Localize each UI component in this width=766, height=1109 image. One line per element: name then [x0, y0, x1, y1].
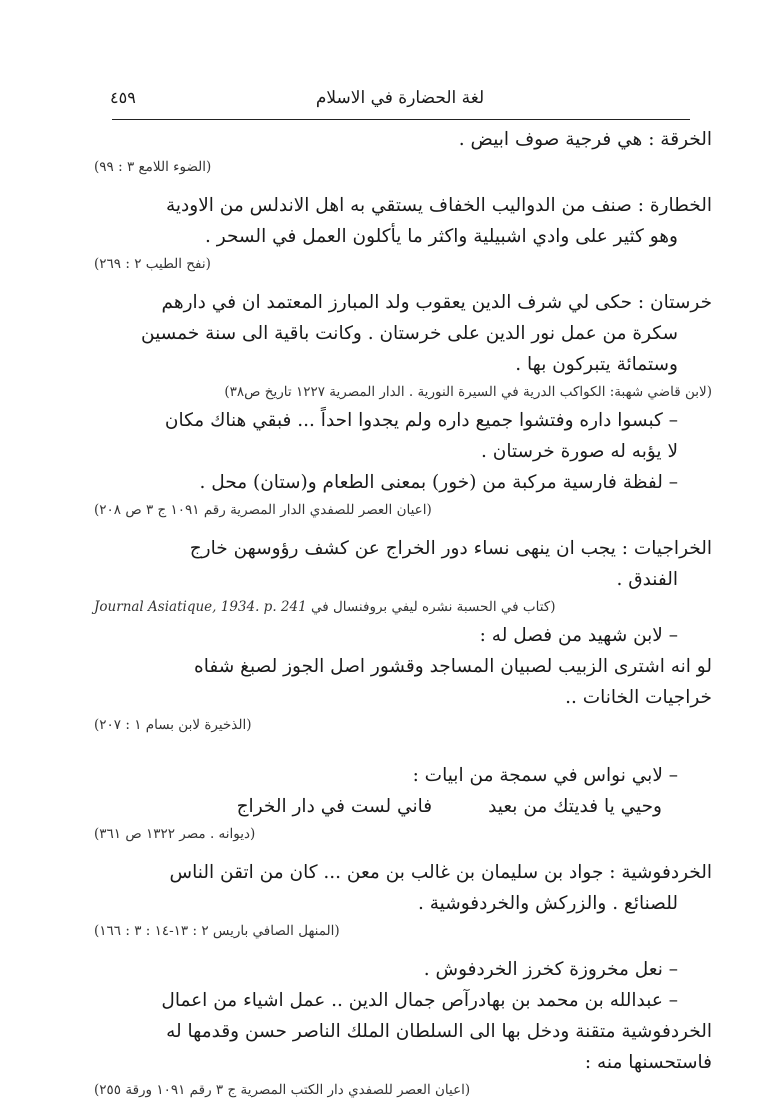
entry-line: الفندق . — [616, 569, 678, 590]
entry-line: الخراجيات : يجب ان ينهى نساء دور الخراج عن كشف رؤوسهن خارج — [189, 538, 712, 559]
citation-latin: Journal Asiatique, 1934. p. 241 — [94, 599, 307, 615]
entry-line: وهو كثير على وادي اشبيلية واكثر ما يأكلون العمل في السحر . — [205, 226, 678, 247]
source-citation: (الضوء اللامع ٣ : ٩٩) — [94, 159, 212, 175]
entry-line: الخردفوشية متقنة ودخل بها الى السلطان الملك الناصر حسن وقدمها له — [166, 1021, 712, 1042]
verse-line — [84, 791, 712, 822]
citation-arabic: (كتاب في الحسبة نشره ليفي بروفنسال في — [310, 599, 556, 615]
source-citation: (لابن قاضي شهبة: الكواكب الدرية في السيرة النورية . الدار المصرية ١٢٢٧ تاريخ ص٣٨) — [224, 384, 712, 400]
verse-hemistich-second: فاني لست في دار الخراج — [236, 796, 433, 817]
entry-line: خرستان : حكى لي شرف الدين يعقوب ولد المبارز المعتمد ان في دارهم — [161, 292, 712, 313]
source-citation: (اعيان العصر للصفدي الدار المصرية رقم ١٠٩١ ج ٣ ص ٢٠٨) — [94, 502, 432, 518]
entry-line: للصنائع . والزركش والخردفوشية . — [417, 893, 678, 914]
entry-line: الخرقة : هي فرجية صوف ابيض . — [458, 129, 712, 150]
entry-line: – لابن شهيد من فصل له : — [479, 625, 678, 646]
entry-line: سكرة من عمل نور الدين على خرستان . وكانت باقية الى سنة خمسين — [140, 323, 678, 344]
entry-line: – لابي نواس في سمجة من ابيات : — [412, 765, 678, 786]
header-rule — [112, 119, 690, 120]
source-citation: (المنهل الصافي باريس ٢ : ١٣-١٤ : ٣ : ١٦٦) — [94, 923, 340, 939]
page-number: ٤٥٩ — [110, 88, 136, 107]
entry-line: لا يؤبه له صورة خرستان . — [480, 441, 678, 462]
source-citation: (الذخيرة لابن بسام ١ : ٢٠٧) — [94, 717, 252, 733]
entry-line: فاستحسنها منه : — [584, 1052, 712, 1073]
source-citation — [84, 595, 712, 620]
entry-line: – نعل مخروزة كخرز الخردفوش . — [423, 959, 678, 980]
source-citation: (اعيان العصر للصفدي دار الكتب المصرية ج ٣ رقم ١٠٩١ ورقة ٢٥٥) — [94, 1082, 471, 1098]
entry-line: وستمائة يتبركون بها . — [515, 354, 678, 375]
entry-line: خراجيات الخانات .. — [565, 687, 712, 708]
entry-line: لو انه اشترى الزبيب لصبيان المساجد وقشور اصل الجوز لصبغ شفاه — [194, 656, 712, 677]
entry-line: – عبدالله بن محمد بن بهادرآص جمال الدين .. عمل اشياء من اعمال — [161, 990, 678, 1011]
page-body — [84, 124, 712, 1103]
source-citation: (ديوانه . مصر ١٣٢٢ ص ٣٦١) — [94, 826, 256, 842]
entry-line: – كبسوا داره وفتشوا جميع داره ولم يجدوا احداً ... فبقي هناك مكان — [164, 410, 678, 431]
page-header — [110, 88, 690, 114]
verse-hemistich-first: وحيي يا فديتك من بعيد — [488, 796, 662, 817]
entry-line: الخردفوشية : جواد بن سليمان بن غالب بن معن ... كان من اتقن الناس — [169, 862, 712, 883]
entry-line: – لفظة فارسية مركبة من (خور) بمعنى الطعام و(ستان) محل . — [199, 472, 678, 493]
source-citation: (نفح الطيب ٢ : ٢٦٩) — [94, 256, 211, 272]
entry-line: الخطارة : صنف من الدواليب الخفاف يستقي به اهل الاندلس من الاودية — [165, 195, 712, 216]
running-title: لغة الحضارة في الاسلام — [315, 88, 485, 108]
